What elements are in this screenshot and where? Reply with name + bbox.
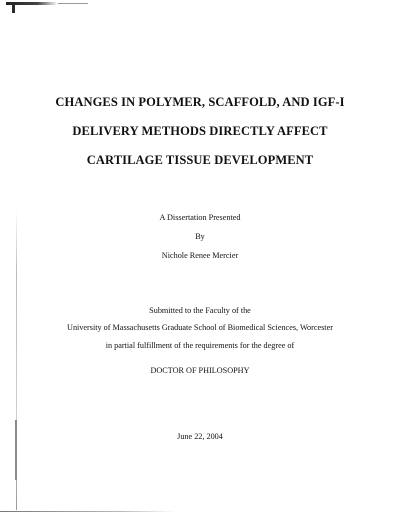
- scan-artifact-tick: [12, 2, 15, 13]
- scan-artifact-line: [58, 3, 88, 4]
- submitted-statement: Submitted to the Faculty of the: [149, 306, 251, 315]
- university-name: University of Massachusetts Graduate School of Biomedical Sciences, Worcester: [67, 323, 333, 332]
- dissertation-title-line-1: CHANGES IN POLYMER, SCAFFOLD, AND IGF-I: [55, 95, 345, 109]
- degree-name: DOCTOR OF PHILOSOPHY: [150, 366, 250, 375]
- submission-date: June 22, 2004: [177, 432, 223, 441]
- dissertation-title-line-3: CARTILAGE TISSUE DEVELOPMENT: [86, 153, 314, 167]
- scan-bottom-edge: [0, 511, 175, 512]
- author-name: Nichole Renee Mercier: [161, 251, 239, 260]
- dissertation-title-line-2: DELIVERY METHODS DIRECTLY AFFECT: [72, 124, 328, 138]
- presented-label: A Dissertation Presented: [159, 213, 241, 222]
- by-label: By: [195, 232, 205, 241]
- fulfillment-statement: in partial fulfillment of the requirements for the degree of: [105, 341, 295, 350]
- scan-left-edge-dark: [15, 420, 17, 480]
